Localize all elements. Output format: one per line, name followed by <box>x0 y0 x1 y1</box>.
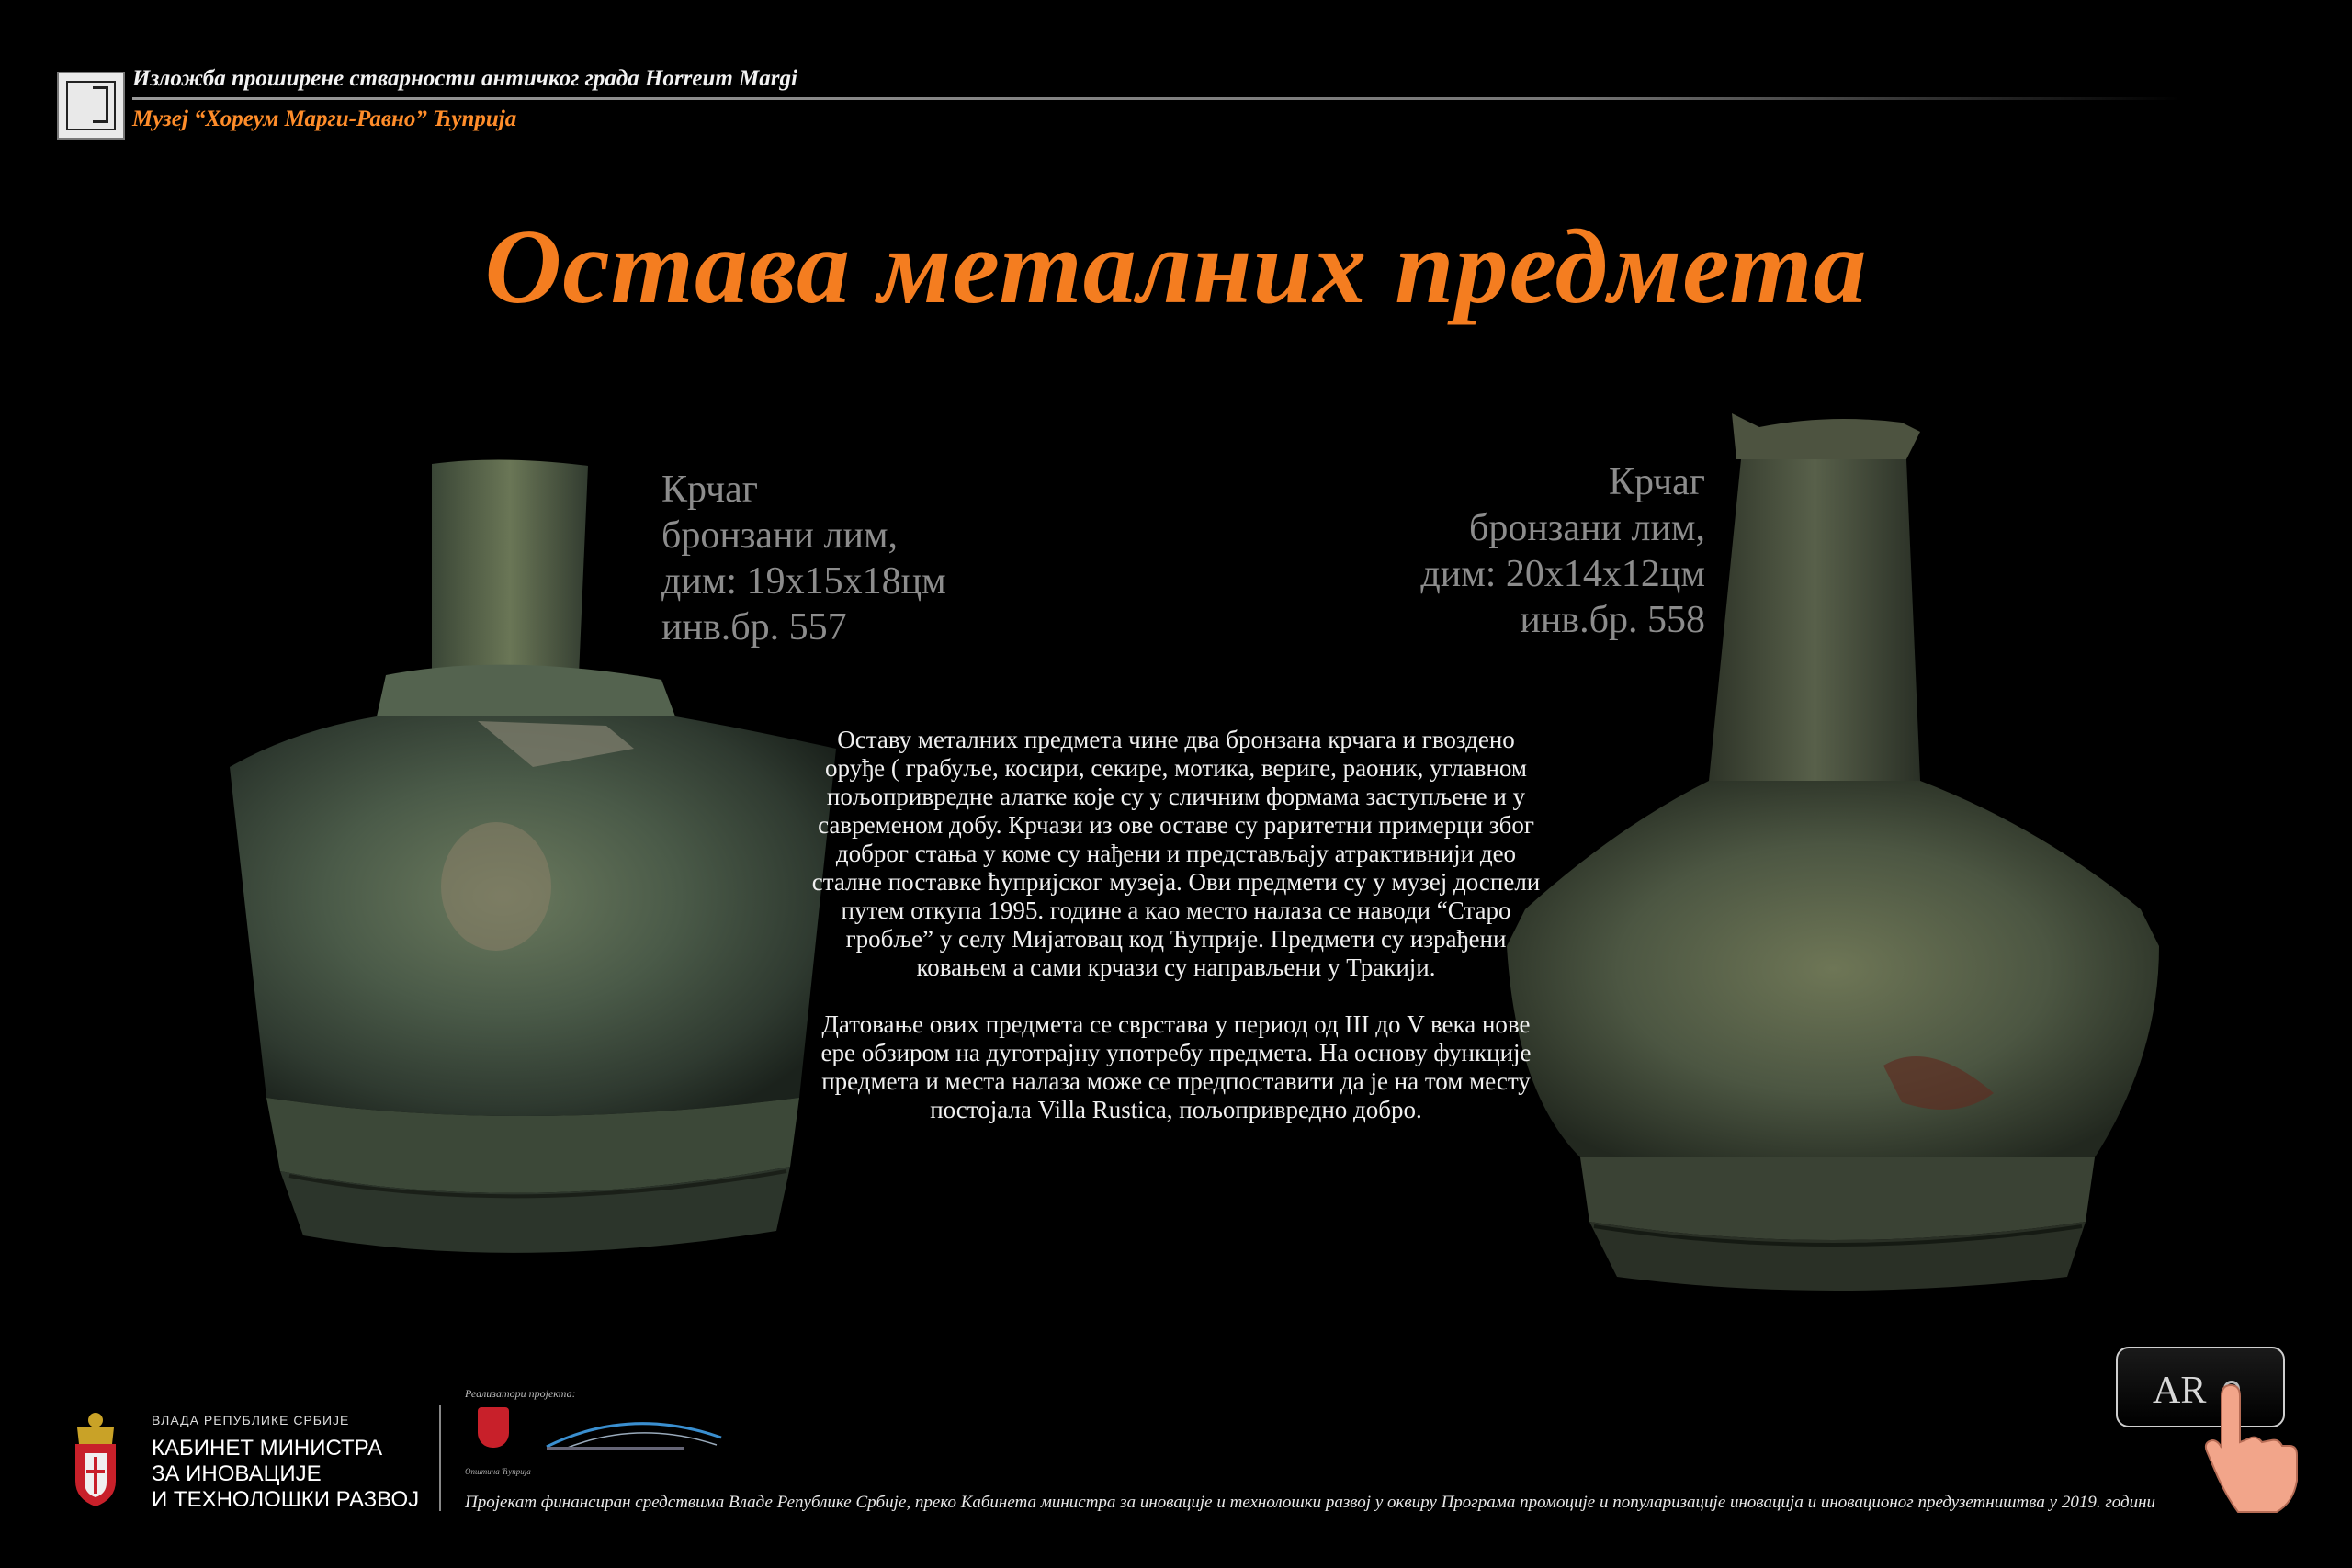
artifact-557-caption <box>662 467 946 650</box>
header-divider <box>132 97 2181 100</box>
artifact-558-dimensions: дим: 20x14x12цм <box>1420 553 1705 595</box>
government-label: ВЛАДА РЕПУБЛИКЕ СРБИЈЕ <box>152 1413 350 1427</box>
cabinet-name <box>152 1436 419 1513</box>
artifact-557-dimensions: дим: 19x15x18цм <box>662 560 946 603</box>
artifact-557-name: Крчаг <box>662 468 758 511</box>
page-title: Остава металних предмета <box>484 209 1868 326</box>
artifact-558-inventory: инв.бр. 558 <box>1520 599 1705 641</box>
municipality-crest-icon <box>478 1407 509 1448</box>
municipality-label: Општина Ћуприја <box>465 1467 531 1476</box>
museum-logo-icon <box>57 72 125 140</box>
cabinet-name-line-3: И ТЕХНОЛОШКИ РАЗВОЈ <box>152 1487 420 1512</box>
artifact-557-inventory: инв.бр. 557 <box>662 606 847 649</box>
exhibition-heading: Изложба проширене стварности античког града Horreum Margi <box>132 66 797 91</box>
arc-logo-icon <box>537 1410 730 1456</box>
cabinet-name-line-2: ЗА ИНОВАЦИЈЕ <box>152 1461 322 1486</box>
cabinet-name-line-1: КАБИНЕТ МИНИСТРА <box>152 1436 383 1461</box>
footer-divider <box>439 1405 441 1511</box>
artifact-557-material: бронзани лим, <box>662 514 899 557</box>
description-paragraph-2: Датовање ових предмета се сврстава у период од III до V века нове ере обзиром на дуготрајну употребу предмета. На основу функције предмета и места налаза може се предпоставити да је на том месту постојала Villa Rustica, пољопривредно добро. <box>820 1010 1532 1123</box>
ar-button-label[interactable]: AR <box>2153 1370 2207 1412</box>
serbia-coat-of-arms-icon <box>72 1407 119 1508</box>
pointing-hand-icon <box>2201 1378 2302 1516</box>
description-text <box>808 726 1544 1153</box>
artifact-558-caption <box>1332 459 1705 643</box>
realizers-label: Реализатори пројекта: <box>465 1387 576 1400</box>
description-paragraph-1: Оставу металних предмета чине два бронзана крчага и гвоздено оруђе ( грабуље, косири, секире, мотика, вериге, раоник, углавном пољопривредне алатке које су у сличним формама заступљене и у савременом добу. Крчази из ове оставе су раритетни примерци због доброг стања у коме су нађени и представљају атрактивнији део сталне поставке ћупријског музеја. Ови предмети су у музеј доспели путем откупа 1995. године а као место налаза се наводи “Старо гробље” у селу Мијатовац код Ћуприје. Предмети су израђени ковањем а сами крчази су направљени у Тракији. <box>811 726 1541 981</box>
artifact-558-material: бронзани лим, <box>1468 507 1705 549</box>
artifact-558-name: Крчаг <box>1609 461 1705 503</box>
funding-note: Пројекат финансиран средствима Владе Републике Србије, преко Кабинета министра за иновације и технолошки развој у оквиру Програма промоције и популаризације иновација и иновационог предузетништва у 2019. години <box>465 1493 2156 1512</box>
museum-name: Музеј “Хореум Марги-Равно” Ћуприја <box>132 107 517 131</box>
